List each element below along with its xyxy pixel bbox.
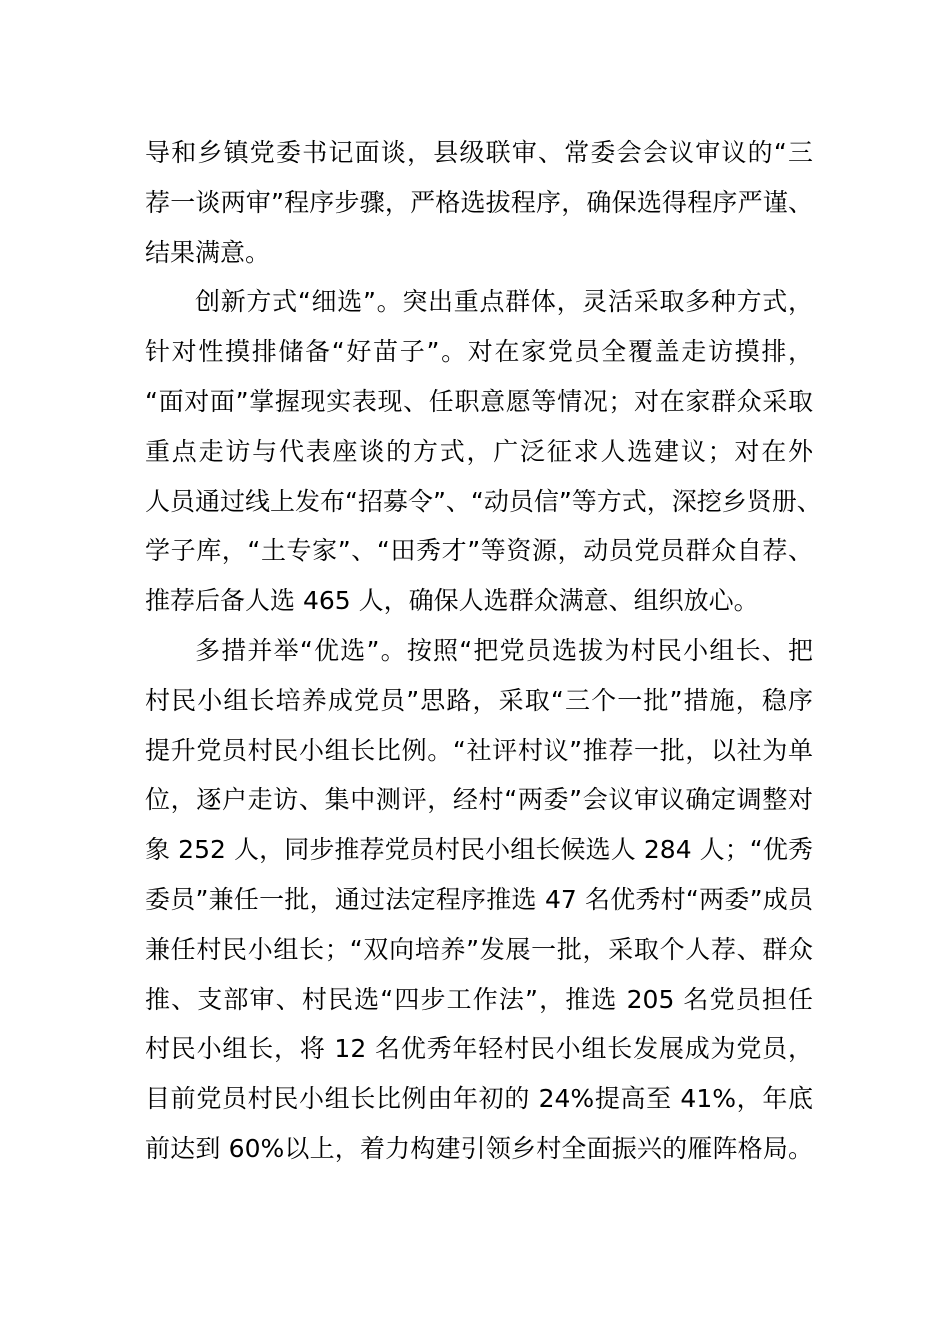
text-line: 位，逐户走访、集中测评，经村“两委”会议审议确定调整对: [145, 785, 813, 815]
text-line: 象 252 人，同步推荐党员村民小组长候选人 284 人；“优秀: [145, 835, 813, 865]
paragraph-start-line: 创新方式“细选”。突出重点群体，灵活采取多种方式，: [195, 287, 813, 317]
text-line: 村民小组长，将 12 名优秀年轻村民小组长发展成为党员，: [145, 1034, 813, 1064]
text-line: 提升党员村民小组长比例。“社评村议”推荐一批，以社为单: [145, 735, 813, 765]
text-line: “面对面”掌握现实表现、任职意愿等情况；对在家群众采取: [145, 386, 813, 416]
text-line: 荐一谈两审”程序步骤，严格选拔程序，确保选得程序严谨、: [145, 187, 813, 217]
text-line: 导和乡镇党委书记面谈，县级联审、常委会会议审议的“三: [145, 138, 813, 167]
body-text: [145, 128, 822, 1174]
paragraph-start-line: 多措并举“优选”。按照“把党员选拔为村民小组长、把: [195, 635, 813, 665]
text-line: 重点走访与代表座谈的方式，广泛征求人选建议；对在外: [145, 436, 813, 466]
text-line: 针对性摸排储备“好苗子”。对在家党员全覆盖走访摸排，: [145, 337, 813, 367]
text-line: 结果满意。: [145, 237, 271, 267]
text-line: 委员”兼任一批，通过法定程序推选 47 名优秀村“两委”成员: [145, 884, 813, 914]
text-line: 兼任村民小组长；“双向培养”发展一批，采取个人荐、群众: [145, 934, 813, 964]
text-line: 村民小组长培养成党员”思路，采取“三个一批”措施，稳序: [145, 685, 813, 715]
text-line: 推、支部审、村民选“四步工作法”，推选 205 名党员担任: [145, 984, 813, 1014]
text-line: 人员通过线上发布“招募令”、“动员信”等方式，深挖乡贤册、: [145, 486, 822, 516]
text-line: 推荐后备人选 465 人，确保人选群众满意、组织放心。: [145, 586, 759, 616]
text-line: 学子库，“土专家”、“田秀才”等资源，动员党员群众自荐、: [145, 536, 813, 566]
text-line: 前达到 60%以上，着力构建引领乡村全面振兴的雁阵格局。: [145, 1133, 813, 1163]
text-line: 目前党员村民小组长比例由年初的 24%提高至 41%，年底: [145, 1084, 813, 1114]
